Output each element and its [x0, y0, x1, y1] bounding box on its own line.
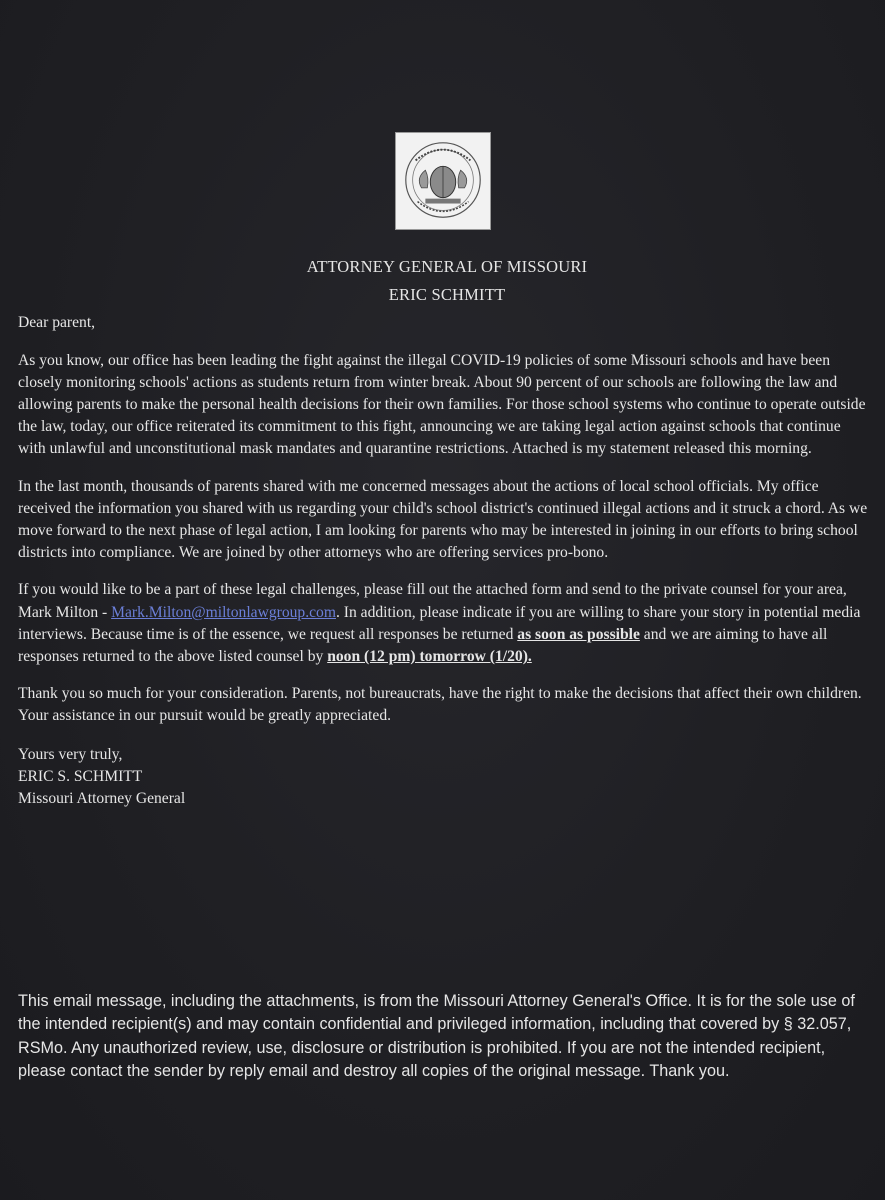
- paragraph-2: In the last month, thousands of parents shared with me concerned messages about the actions of local school officials. My office received the information you shared with us regarding your child's school district's continued illegal actions and it struck a chord. As we move forward to the next phase of legal action, I am looking for parents who may be interested in joining in our efforts to bring school districts into compliance. We are joined by other attorneys who are offering services pro-bono.: [18, 477, 868, 562]
- signer-name: ERIC S. SCHMITT: [18, 767, 143, 785]
- letterhead-office: ATTORNEY GENERAL OF MISSOURI: [306, 257, 588, 276]
- paragraph-3-text-a: If you would like to be a part of these legal challenges, please fill out the attached form and send to the private counsel for your area, Mark Milton -: [18, 581, 847, 621]
- counsel-email-link[interactable]: Mark.Milton@miltonlawgroup.com: [111, 603, 336, 621]
- paragraph-3-text-c: and we are aiming to have all responses returned to the above listed counsel by: [18, 625, 828, 666]
- paragraph-1: As you know, our office has been leading the fight against the illegal COVID-19 policies of some Missouri schools and have been closely monitoring schools' actions as students return from winter break. About 90 percent of our schools are following the law and allowing parents to make the personal health decisions for their own families. For those school systems who continue to operate outside the law, today, our office reiterated its commitment to this fight, announcing we are taking legal action against schools that continue with unlawful and unconstitutional mask mandates and quarantine restrictions. Attached is my statement released this morning.: [18, 351, 866, 458]
- valediction: Yours very truly,: [18, 745, 123, 763]
- letter-body: [18, 256, 870, 810]
- email-disclaimer: This email message, including the attachments, is from the Missouri Attorney General's Office. It is for the sole use of the intended recipient(s) and may contain confidential and privileged information, including that covered by § 32.057, RSMo. Any unauthorized review, use, disclosure or distribution is prohibited. If you are not the intended recipient, please contact the sender by reply email and destroy all copies of the original message. Thank you.: [18, 992, 855, 1081]
- state-seal-icon: [395, 132, 491, 230]
- seal-graphic: [396, 133, 490, 229]
- emphasis-asap: as soon as possible: [517, 625, 640, 643]
- salutation: Dear parent,: [18, 314, 96, 332]
- emphasis-deadline: noon (12 pm) tomorrow (1/20).: [327, 648, 532, 666]
- paragraph-4: Thank you so much for your consideration. Parents, not bureaucrats, have the right to make the decisions that affect their own children. Your assistance in our pursuit would be greatly appreciated.: [18, 685, 862, 725]
- signer-title: Missouri Attorney General: [18, 790, 186, 808]
- paragraph-3-text-b: . In addition, please indicate if you are willing to share your story in potential media interviews. Because time is of the essence, we request all responses be returned: [18, 603, 861, 643]
- letterhead-name: ERIC SCHMITT: [388, 285, 506, 305]
- paragraph-3: [18, 579, 870, 668]
- closing-block: [18, 744, 870, 811]
